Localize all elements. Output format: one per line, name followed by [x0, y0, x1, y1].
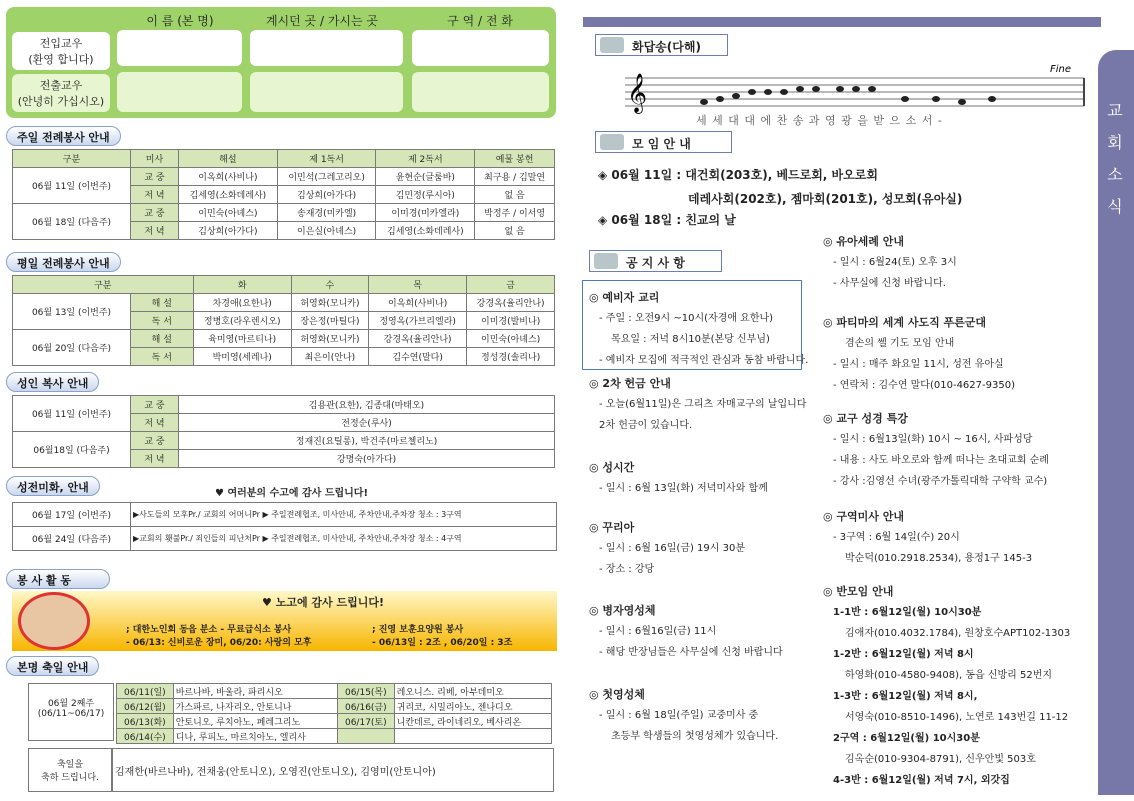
mass: 교 중 — [131, 168, 179, 186]
role: 독 서 — [131, 312, 194, 330]
feast-names: 김재한(바르나바), 전채웅(안토니오), 오영진(안토니오), 김영미(안토니아) — [112, 748, 554, 792]
cell: 없 음 — [475, 186, 555, 204]
feast-date: 06/12(월) — [117, 699, 174, 714]
feast-date: 06/15(목) — [337, 684, 394, 699]
cell: 박정주 / 이서영 — [475, 204, 555, 222]
hymn-lyrics: 세 세 대 대 에 찬 송 과 영 광 을 받 으 소 서 - — [696, 114, 943, 127]
notice-line: - 오늘(6월11일)은 그리츠 자매교구의 날입니다 — [599, 399, 807, 410]
weekday-table — [12, 275, 555, 366]
sunday-head-2: 해설 — [179, 150, 278, 168]
notice-line: 초등부 학생들의 첫영성체가 있습니다. — [611, 731, 779, 742]
cell: 이미경(미카엘라) — [376, 204, 475, 222]
cell: 김세영(소화데레사) — [376, 222, 475, 240]
feast-saints: 디나, 루피노, 마르치아노, 엘리사 — [173, 729, 337, 744]
notice-line: - 일시 : 6월13일(화) 10시 ~ 16시, 사파성당 — [833, 434, 1033, 445]
sunday-head-0: 구분 — [13, 150, 131, 168]
weekday-head: 목 — [369, 276, 467, 294]
feast-title: 본명 축일 안내 — [6, 656, 99, 676]
notice-line: - 사무실에 신청 바랍니다. — [833, 278, 946, 289]
hymn-title-text: 화답송(다해) — [632, 40, 701, 54]
transfer-out-label: 전출교우 (안녕히 가십시오) — [12, 74, 110, 112]
notice-line: 2차 헌금이 있습니다. — [599, 420, 693, 431]
cell: 최은이(안나) — [291, 348, 368, 366]
service-art — [18, 592, 90, 650]
meeting-line-1: ◈ 06월 11일 : 대건회(203호), 베드로회, 바오로회 — [598, 168, 878, 182]
cell: 정병호(라우렌시오) — [193, 312, 291, 330]
service-right-1: ; 진영 보훈요양원 봉사 — [372, 625, 464, 635]
hymn-title — [595, 34, 728, 56]
feast-saints: 귀리코, 시밀리아노, 젠나디오 — [394, 699, 551, 714]
cell: 김수연(말다) — [369, 348, 467, 366]
notice-line: - 주일 : 오전9시 ~10시(자경애 요한나) — [599, 313, 774, 324]
transfer-col-3: 구 역 / 전 화 — [447, 14, 513, 28]
meeting-title-text: 모 임 안 내 — [632, 137, 691, 151]
service-title: 봉 사 활 동 — [6, 569, 110, 589]
feast-date: 06/14(수) — [117, 729, 174, 744]
clean-thanks: ♥ 여러분의 수고에 감사 드립니다! — [215, 488, 369, 499]
side-title: 교회소식 — [1107, 101, 1123, 216]
notice-title-text: 공 지 사 항 — [626, 256, 685, 270]
cell: 강경옥(율리안나) — [369, 330, 467, 348]
cell: 송재경(미카엘) — [277, 204, 376, 222]
notice-line: 서영숙(010-8510-1496), 노연로 143번길 11-12 — [845, 712, 1069, 723]
clean-duty: ▶교회의 횃불Pr./ 죄인들의 피난처Pr ▶ 주일전례협조, 미사안내, 주차안내,주차장 청소 : 4구역 — [131, 527, 557, 551]
notice-line: 1-3반 : 6월12일(월) 저녁 8시, — [833, 691, 978, 702]
notice-line: 1-2반 : 6월12일(월) 저녁 8시 — [833, 649, 974, 660]
notice-heading: ◎ 2차 헌금 안내 — [589, 377, 671, 390]
cell: 김세영(소화데레사) — [179, 186, 278, 204]
hymn-fine: Fine — [1050, 64, 1072, 75]
transfer-in-place — [250, 30, 403, 66]
notice-heading: ◎ 첫영성체 — [589, 688, 645, 701]
feast-table — [116, 683, 552, 744]
service-left-2: - 06/13: 신비로운 장미, 06/20: 사랑의 모후 — [126, 638, 312, 648]
cell: 이민숙(아녜스) — [467, 330, 555, 348]
transfer-in-name — [117, 30, 242, 66]
adult-table — [12, 395, 555, 468]
transfer-col-2: 계시던 곳 / 가시는 곳 — [265, 14, 379, 28]
clean-table — [12, 502, 557, 551]
clean-duty: ▶사도들의 모후Pr./ 교회의 어머니Pr ▶ 주일전례협조, 미사안내, 주차안내,주차장 청소 : 3구역 — [131, 503, 557, 527]
notice-heading: ◎ 꾸리아 — [589, 521, 635, 534]
feast-date: 06/11(일) — [117, 684, 174, 699]
sunday-date-1: 06월 18일 (다음주) — [13, 204, 131, 240]
role: 독 서 — [131, 348, 194, 366]
notice-heading: ◎ 예비자 교리 — [589, 291, 660, 304]
feast-date: 06/13(화) — [117, 714, 174, 729]
cell: 이옥희(사비나) — [179, 168, 278, 186]
notice-line: 김애자(010.4032.1784), 원창호수APT102-1303 — [845, 628, 1071, 639]
feast-week: 06월 2째주 (06/11~06/17) — [28, 683, 114, 741]
cell: 없 음 — [475, 222, 555, 240]
notice-line: - 일시 : 6월 13일(화) 저녁미사와 함께 — [599, 483, 768, 494]
cell: 강경옥(율리안나) — [467, 294, 555, 312]
notice-line: 1-1반 : 6월12일(월) 10시30분 — [833, 607, 982, 618]
cell: 김상희(아가다) — [179, 222, 278, 240]
sunday-head-5: 예물 봉헌 — [475, 150, 555, 168]
notice-line: - 일시 : 6월24(토) 오후 3시 — [833, 257, 957, 268]
cell: 김상희(아가다) — [277, 186, 376, 204]
notice-heading: ◎ 구역미사 안내 — [823, 510, 905, 523]
notice-line: - 일시 : 6월16일(금) 11시 — [599, 626, 717, 637]
weekday-title: 평일 전례봉사 안내 — [6, 252, 121, 272]
cell: 허영화(모니카) — [291, 294, 368, 312]
sunday-head-3: 제 1독서 — [277, 150, 376, 168]
cell: 이민석(그레고리오) — [277, 168, 376, 186]
feast-date: 06/16(금) — [337, 699, 394, 714]
adult-date: 06월18일 (다음주) — [13, 432, 131, 468]
weekday-head: 수 — [291, 276, 368, 294]
transfer-in-label: 전입교우 (환영 합니다) — [12, 32, 110, 70]
transfer-out-name — [117, 72, 242, 112]
adult-date: 06월 11일 (이번주) — [13, 396, 131, 432]
cell: 이민숙(아녜스) — [179, 204, 278, 222]
notice-line: - 내용 : 사도 바오로와 함께 떠나는 초대교회 순례 — [833, 455, 1049, 466]
service-right-2: - 06/13일 : 2조 , 06/20일 : 3조 — [372, 638, 513, 648]
weekday-head: 구분 — [13, 276, 194, 294]
transfer-out-phone — [412, 72, 549, 112]
feast-saints: 가스파르, 나자리오, 안토니나 — [173, 699, 337, 714]
notice-line: 4-3반 : 6월12일(월) 저녁 7시, 외갓집 — [833, 775, 1010, 786]
notice-heading: ◎ 성시간 — [589, 461, 635, 474]
jesus-icon — [600, 37, 624, 53]
notice-line: 2구역 : 6월12일(월) 10시30분 — [833, 733, 980, 744]
cell: 이은실(아녜스) — [277, 222, 376, 240]
cell: 전정순(루사) — [179, 414, 555, 432]
notice-line: 김옥순(010-9304-8791), 신우안빛 503호 — [845, 754, 1036, 765]
feast-saints — [394, 729, 551, 744]
feast-congrats: 축일을 축하 드립니다. — [28, 748, 112, 792]
service-thanks: ♥ 노고에 감사 드립니다! — [262, 596, 384, 609]
notice-line: - 일시 : 매주 화요일 11시, 성전 유아실 — [833, 359, 1004, 370]
notice-heading: ◎ 파티마의 세계 사도직 푸른군대 — [823, 316, 987, 329]
feast-saints: 안토니오, 루치아노, 페레그리노 — [173, 714, 337, 729]
notice-heading: ◎ 유아세례 안내 — [823, 235, 905, 248]
sunday-date-0: 06월 11일 (이번주) — [13, 168, 131, 204]
cell: 정재진(요틸롱), 박건주(마르첼리노) — [179, 432, 555, 450]
transfer-col-1: 이 름 (본 명) — [146, 14, 214, 28]
feast-date — [337, 729, 394, 744]
notice-heading: ◎ 반모임 안내 — [823, 585, 894, 598]
sunday-head-4: 제 2독서 — [376, 150, 475, 168]
notice-line: - 장소 : 강당 — [599, 564, 655, 575]
service-left-1: ; 대한노인회 동읍 분소 - 무료급식소 봉사 — [126, 625, 292, 635]
mass: 저 녁 — [131, 450, 179, 468]
notice-line: - 일시 : 6월 18일(주일) 교중미사 중 — [599, 710, 759, 721]
notice-line: - 연락처 : 김수연 말다(010-4627-9350) — [833, 380, 1015, 391]
cell: 정성경(솔리나) — [467, 348, 555, 366]
mass: 저 녁 — [131, 186, 179, 204]
weekday-date: 06월 20일 (다음주) — [13, 330, 131, 366]
clean-date: 06월 17일 (이번주) — [13, 503, 131, 527]
cell: 육미영(마르티나) — [193, 330, 291, 348]
mass: 교 중 — [131, 432, 179, 450]
mass: 저 녁 — [131, 414, 179, 432]
notice-line: 목요일 : 저녁 8시10분(본당 신부님) — [611, 334, 770, 345]
notice-line: - 강사 :김영선 수녀(광주가톨릭대학 구약학 교수) — [833, 476, 1048, 487]
cell: 김용관(요한), 김종대(마태오) — [179, 396, 555, 414]
clean-date: 06월 24일 (다음주) — [13, 527, 131, 551]
cell: 차경애(요한나) — [193, 294, 291, 312]
cell: 박미영(세레나) — [193, 348, 291, 366]
notice-line: 하영화(010-4580-9408), 동읍 신방리 52번지 — [845, 670, 1053, 681]
transfer-in-phone — [412, 30, 549, 66]
sunday-head-1: 미사 — [131, 150, 179, 168]
right-top-bar — [583, 17, 1101, 27]
mass: 저 녁 — [131, 222, 179, 240]
cell: 장은정(마틸다) — [291, 312, 368, 330]
svg-text:𝄞: 𝄞 — [627, 73, 648, 113]
mass: 교 중 — [131, 204, 179, 222]
adult-title: 성인 복사 안내 — [6, 372, 99, 392]
meeting-line-3: ◈ 06월 18일 : 친교의 날 — [598, 213, 736, 227]
role: 해 설 — [131, 294, 194, 312]
role: 해 설 — [131, 330, 194, 348]
weekday-head: 화 — [193, 276, 291, 294]
cell: 허영화(모니카) — [291, 330, 368, 348]
sunday-title: 주일 전례봉사 안내 — [6, 126, 121, 146]
notice-line: - 일시 : 6월 16일(금) 19시 30분 — [599, 543, 746, 554]
transfer-out-place — [250, 72, 403, 112]
feast-saints: 니칸데르, 라이네리오, 베사리온 — [394, 714, 551, 729]
weekday-date: 06월 13일 (이번주) — [13, 294, 131, 330]
jesus-icon — [594, 253, 618, 269]
cell: 이옥희(사비나) — [369, 294, 467, 312]
notice-line: - 예비자 모집에 적극적인 관심과 동참 바랍니다. — [599, 355, 809, 366]
cell: 이미경(발비나) — [467, 312, 555, 330]
feast-saints: 레오니스. 리베, 아부데미오 — [394, 684, 551, 699]
meeting-title — [595, 131, 732, 153]
jesus-icon — [600, 134, 624, 150]
notice-title — [589, 250, 722, 272]
sunday-table — [12, 149, 555, 240]
cell: 윤현순(글룸바) — [376, 168, 475, 186]
cell: 김민정(루시아) — [376, 186, 475, 204]
feast-date: 06/17(토) — [337, 714, 394, 729]
notice-line: - 3구역 : 6월 14일(수) 20시 — [833, 532, 960, 543]
notice-line: 박순덕(010.2918.2534), 용정1구 145-3 — [845, 553, 1033, 564]
clean-title: 성전미화, 안내 — [6, 476, 100, 496]
meeting-line-2: 데레사회(202호), 젬마회(201호), 성모회(유아실) — [688, 192, 963, 206]
cell: 정영옥(가브리엘라) — [369, 312, 467, 330]
notice-line: 겸손의 쎌 기도 모임 안내 — [845, 338, 955, 349]
cell: 최구용 / 김말연 — [475, 168, 555, 186]
mass: 교 중 — [131, 396, 179, 414]
weekday-head: 금 — [467, 276, 555, 294]
notice-heading: ◎ 교구 성경 특강 — [823, 412, 908, 425]
feast-saints: 바르나바, 바울라, 파리시오 — [173, 684, 337, 699]
notice-line: - 해당 반장님들은 사무실에 신청 바랍니다 — [599, 647, 783, 658]
cell: 강명숙(아가다) — [179, 450, 555, 468]
notice-heading: ◎ 병자영성체 — [589, 604, 656, 617]
